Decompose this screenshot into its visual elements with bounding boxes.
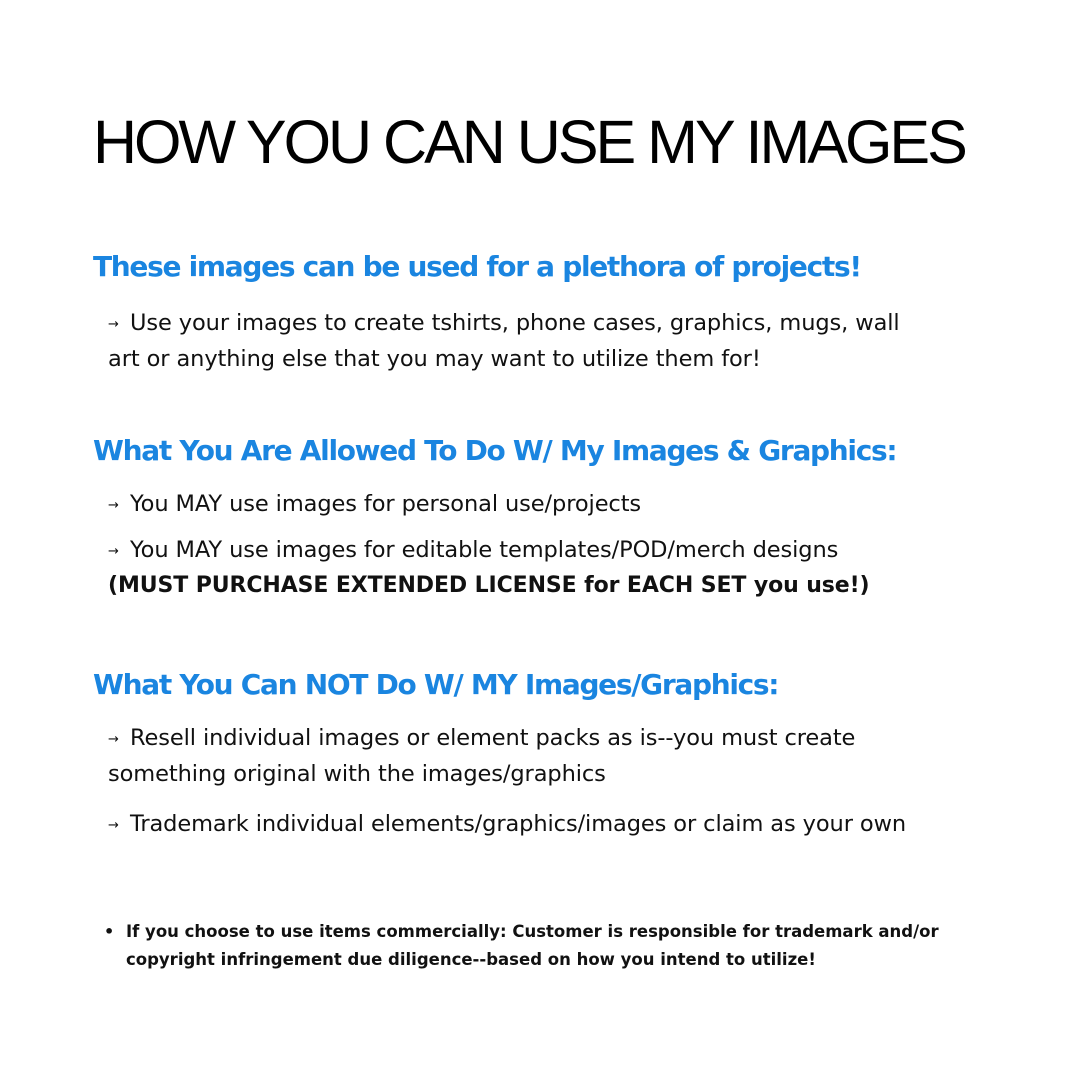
list-item-uses-line1 (108, 305, 900, 343)
extended-license-notice: (MUST PURCHASE EXTENDED LICENSE for EACH SET you use!) (108, 573, 870, 598)
arrow-icon: → (108, 544, 119, 559)
bullet-icon: • (104, 922, 115, 941)
page-title: HOW YOU CAN USE MY IMAGES (93, 108, 965, 176)
arrow-icon: → (108, 498, 119, 513)
list-item-allowed-personal (108, 486, 641, 524)
commercial-use-note (104, 918, 984, 974)
list-item-not-allowed-trademark (108, 806, 906, 844)
list-item-text: Trademark individual elements/graphics/images or claim as your own (130, 811, 907, 837)
arrow-icon: → (108, 317, 119, 332)
list-item-allowed-templates (108, 532, 838, 570)
list-item-not-allowed-resell-line2: something original with the images/graphics (108, 761, 606, 787)
list-item-not-allowed-resell-line1 (108, 720, 855, 758)
commercial-use-note-text: If you choose to use items commercially: Customer is responsible for trademark and/or copyright infringement due diligence--based on how you intend to utilize! (126, 922, 939, 969)
section-heading-uses: These images can be used for a plethora of projects! (93, 250, 861, 283)
list-item-text: You MAY use images for personal use/projects (130, 491, 642, 517)
list-item-text: Use your images to create tshirts, phone cases, graphics, mugs, wall (130, 310, 900, 336)
list-item-text: Resell individual images or element packs as is--you must create (130, 725, 856, 751)
section-heading-not-allowed: What You Can NOT Do W/ MY Images/Graphics: (93, 668, 779, 701)
arrow-icon: → (108, 818, 119, 833)
section-heading-allowed: What You Are Allowed To Do W/ My Images & Graphics: (93, 434, 897, 467)
arrow-icon: → (108, 732, 119, 747)
list-item-uses-line2: art or anything else that you may want to utilize them for! (108, 346, 761, 372)
list-item-text: You MAY use images for editable templates/POD/merch designs (130, 537, 839, 563)
